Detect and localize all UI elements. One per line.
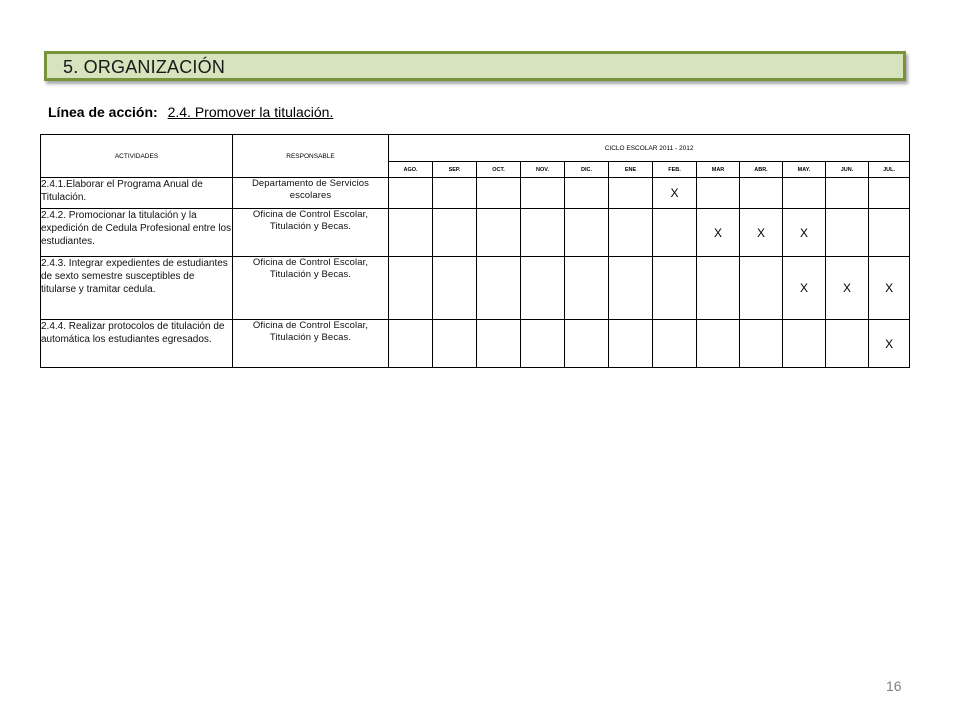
- month-cell: [653, 320, 697, 368]
- month-cell: [521, 209, 565, 257]
- month-header: FEB.: [653, 162, 697, 178]
- month-cell: [565, 178, 609, 209]
- section-title: 5. ORGANIZACIÓN: [63, 57, 226, 77]
- month-header: AGO.: [389, 162, 433, 178]
- month-cell: [740, 178, 783, 209]
- month-cell: [609, 257, 653, 320]
- activities-header: ACTIVIDADES: [41, 135, 233, 178]
- month-header: MAY.: [783, 162, 826, 178]
- month-header: OCT.: [477, 162, 521, 178]
- schedule-mark: X: [885, 281, 894, 295]
- schedule-mark: X: [885, 336, 894, 351]
- action-line-value: 2.4. Promover la titulación.: [167, 104, 334, 120]
- month-header: MAR: [697, 162, 740, 178]
- month-header: ABR.: [740, 162, 783, 178]
- month-cell: [869, 178, 910, 209]
- schedule-mark: X: [799, 281, 808, 295]
- month-cell: [826, 178, 869, 209]
- month-cell: [697, 178, 740, 209]
- month-cell: [783, 209, 826, 257]
- month-cell: [783, 178, 826, 209]
- month-cell: [389, 257, 433, 320]
- month-cell: [697, 209, 740, 257]
- month-cell: [477, 320, 521, 368]
- responsible-header: RESPONSABLE: [233, 135, 389, 178]
- month-cell: [869, 320, 910, 368]
- responsible-cell: Departamento de Servicios escolares: [233, 178, 389, 209]
- month-cell: [826, 209, 869, 257]
- action-line: [48, 104, 333, 120]
- responsible-cell: Oficina de Control Escolar, Titulación y Becas.: [233, 209, 389, 257]
- month-cell: [653, 209, 697, 257]
- month-header: DIC.: [565, 162, 609, 178]
- schedule-mark: X: [713, 225, 722, 240]
- table-row: [41, 320, 910, 368]
- page-number: 16: [886, 678, 902, 694]
- month-header: SEP.: [433, 162, 477, 178]
- month-cell: [826, 257, 869, 320]
- table-row: [41, 209, 910, 257]
- month-cell: [609, 209, 653, 257]
- month-cell: [521, 320, 565, 368]
- month-cell: [565, 320, 609, 368]
- month-cell: [869, 209, 910, 257]
- month-header: JUL.: [869, 162, 910, 178]
- schedule-mark: X: [670, 186, 679, 200]
- month-cell: [433, 257, 477, 320]
- month-cell: [697, 320, 740, 368]
- month-cell: [433, 209, 477, 257]
- activity-cell: 2.4.4. Realizar protocolos de titulación de automática los estudiantes egresados.: [41, 320, 233, 368]
- month-cell: [609, 320, 653, 368]
- month-cell: [433, 178, 477, 209]
- activity-cell: 2.4.3. Integrar expedientes de estudiantes de sexto semestre susceptibles de titularse y tramitar cedula.: [41, 257, 233, 320]
- month-header: ENE: [609, 162, 653, 178]
- schedule-mark: X: [842, 281, 851, 295]
- school-cycle-header: CICLO ESCOLAR 2011 - 2012: [389, 135, 910, 162]
- schedule-mark: X: [756, 225, 765, 240]
- month-cell: [477, 257, 521, 320]
- month-header: NOV.: [521, 162, 565, 178]
- month-header: JUN.: [826, 162, 869, 178]
- responsible-cell: Oficina de Control Escolar, Titulación y Becas.: [233, 257, 389, 320]
- action-line-label: Línea de acción:: [48, 104, 158, 120]
- activity-cell: 2.4.1.Elaborar el Programa Anual de Titulación.: [41, 178, 233, 209]
- month-cell: [477, 178, 521, 209]
- month-cell: [740, 257, 783, 320]
- section-banner: [44, 51, 906, 81]
- month-cell: [826, 320, 869, 368]
- month-cell: [653, 257, 697, 320]
- table-row: [41, 178, 910, 209]
- month-cell: [783, 320, 826, 368]
- month-cell: [697, 257, 740, 320]
- month-cell: [740, 320, 783, 368]
- month-cell: [389, 178, 433, 209]
- table-row: [41, 257, 910, 320]
- activity-schedule-table: [40, 134, 910, 368]
- month-cell: [783, 257, 826, 320]
- month-cell: [521, 178, 565, 209]
- month-cell: [869, 257, 910, 320]
- month-cell: [740, 209, 783, 257]
- month-cell: [433, 320, 477, 368]
- month-cell: [653, 178, 697, 209]
- month-cell: [565, 257, 609, 320]
- month-cell: [565, 209, 609, 257]
- responsible-cell: Oficina de Control Escolar, Titulación y Becas.: [233, 320, 389, 368]
- activity-cell: 2.4.2. Promocionar la titulación y la expedición de Cedula Profesional entre los estudiantes.: [41, 209, 233, 257]
- month-cell: [521, 257, 565, 320]
- month-cell: [389, 320, 433, 368]
- schedule-mark: X: [799, 225, 808, 240]
- month-cell: [609, 178, 653, 209]
- month-cell: [389, 209, 433, 257]
- month-cell: [477, 209, 521, 257]
